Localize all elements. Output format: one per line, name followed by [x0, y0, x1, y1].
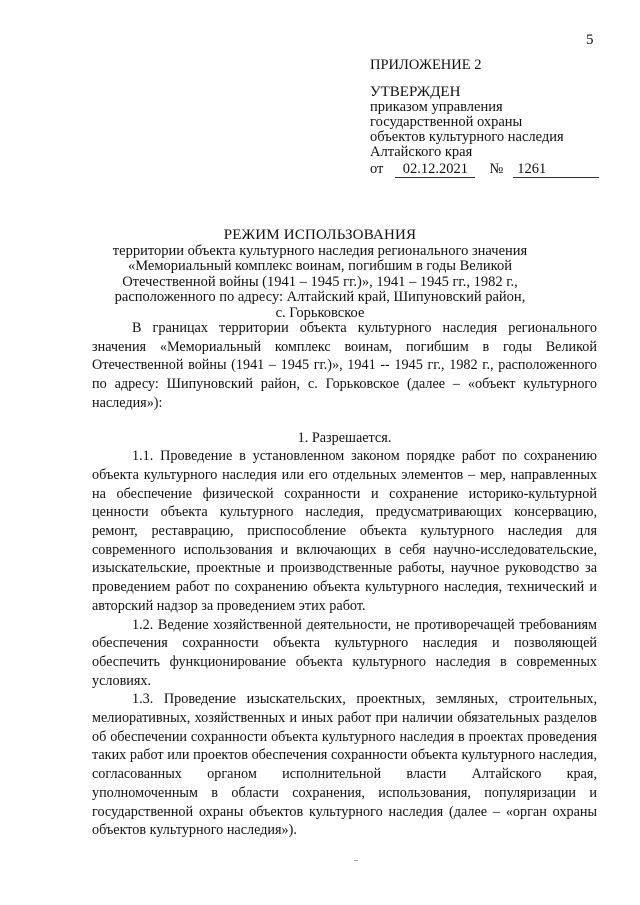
- scan-dot: [354, 860, 358, 861]
- item-1-3: 1.3. Проведение изыскательских, проектных, земляных, строительных, мелиоративных, хозяйственных и иных работ при наличии обязательных разделов об обеспечении сохранности объекта культурного наследия в проектах проведения таких работ или проектов обеспечения сохранности объекта культурного наследия, согласованных органом исполнительной власти Алтайского края, уполномоченным в области сохранения, использования, популяризации и государственной охраны объектов культурного наследия (далее – «орган охраны объектов культурного наследия»).: [92, 691, 597, 839]
- approved-label: УТВЕРЖДЕН: [370, 84, 461, 100]
- item-1-1: 1.1. Проведение в установленном законом порядке работ по сохранению объекта культурного наследия или его отдельных элементов – мер, направленных на обеспечение физической сохранности и сохранение историко-культурной ценности объекта культурного наследия, предусматривающих консервацию, ремонт, реставрацию, приспособление объекта культурного наследия для современного использования и включающих в себя научно-исследовательские, изыскательские, проектные и производственные работы, научное руководство за проведением работ по сохранению объекта культурного наследия, технический и авторский надзор за проведением этих работ.: [92, 448, 597, 614]
- document-title: [100, 228, 540, 321]
- approval-line: объектов культурного наследия: [370, 129, 564, 145]
- order-number: 1261: [513, 162, 599, 178]
- title-line: «Мемориальный комплекс воинам, погибшим в годы Великой: [127, 258, 512, 274]
- approval-block: [370, 58, 610, 178]
- section-heading: 1. Разрешается.: [297, 429, 392, 446]
- title-line: Отечественной войны (1941 – 1945 гг.)», 1941 – 1945 гг., 1982 г.,: [122, 273, 518, 290]
- approval-line: Алтайского края: [370, 144, 473, 160]
- document-body: [92, 319, 597, 840]
- appendix-label: ПРИЛОЖЕНИЕ 2: [370, 57, 482, 73]
- order-date-number: [370, 162, 610, 178]
- number-sign: №: [489, 161, 504, 177]
- title-line: с. Горьковское: [275, 304, 365, 321]
- intro-paragraph: В границах территории объекта культурного наследия регионального значения «Мемориальный комплекс воинам, погибшим в годы Великой Отечественной войны (1941 – 1945 гг.)», 1941 -- 1945 гг., 1982 г., расположенного по адресу: Шипуновский район, с. Горьковское (далее – «объект культурного наследия»):: [92, 320, 597, 411]
- order-date: 02.12.2021: [395, 162, 475, 178]
- item-1-2: 1.2. Ведение хозяйственной деятельности, не противоречащей требованиям обеспечения сохранности объекта культурного наследия и позволяющей обеспечить функционирование объекта культурного наследия в современных условиях.: [92, 616, 597, 689]
- title-line: расположенного по адресу: Алтайский край, Шипуновский район,: [114, 289, 526, 305]
- title-line: территории объекта культурного наследия регионального значения: [112, 242, 528, 259]
- approval-line: государственной охраны: [370, 114, 523, 130]
- page-number: 5: [586, 32, 594, 48]
- from-label: от: [370, 161, 384, 177]
- approval-line: приказом управления: [370, 99, 503, 115]
- title-main: РЕЖИМ ИСПОЛЬЗОВАНИЯ: [223, 227, 417, 243]
